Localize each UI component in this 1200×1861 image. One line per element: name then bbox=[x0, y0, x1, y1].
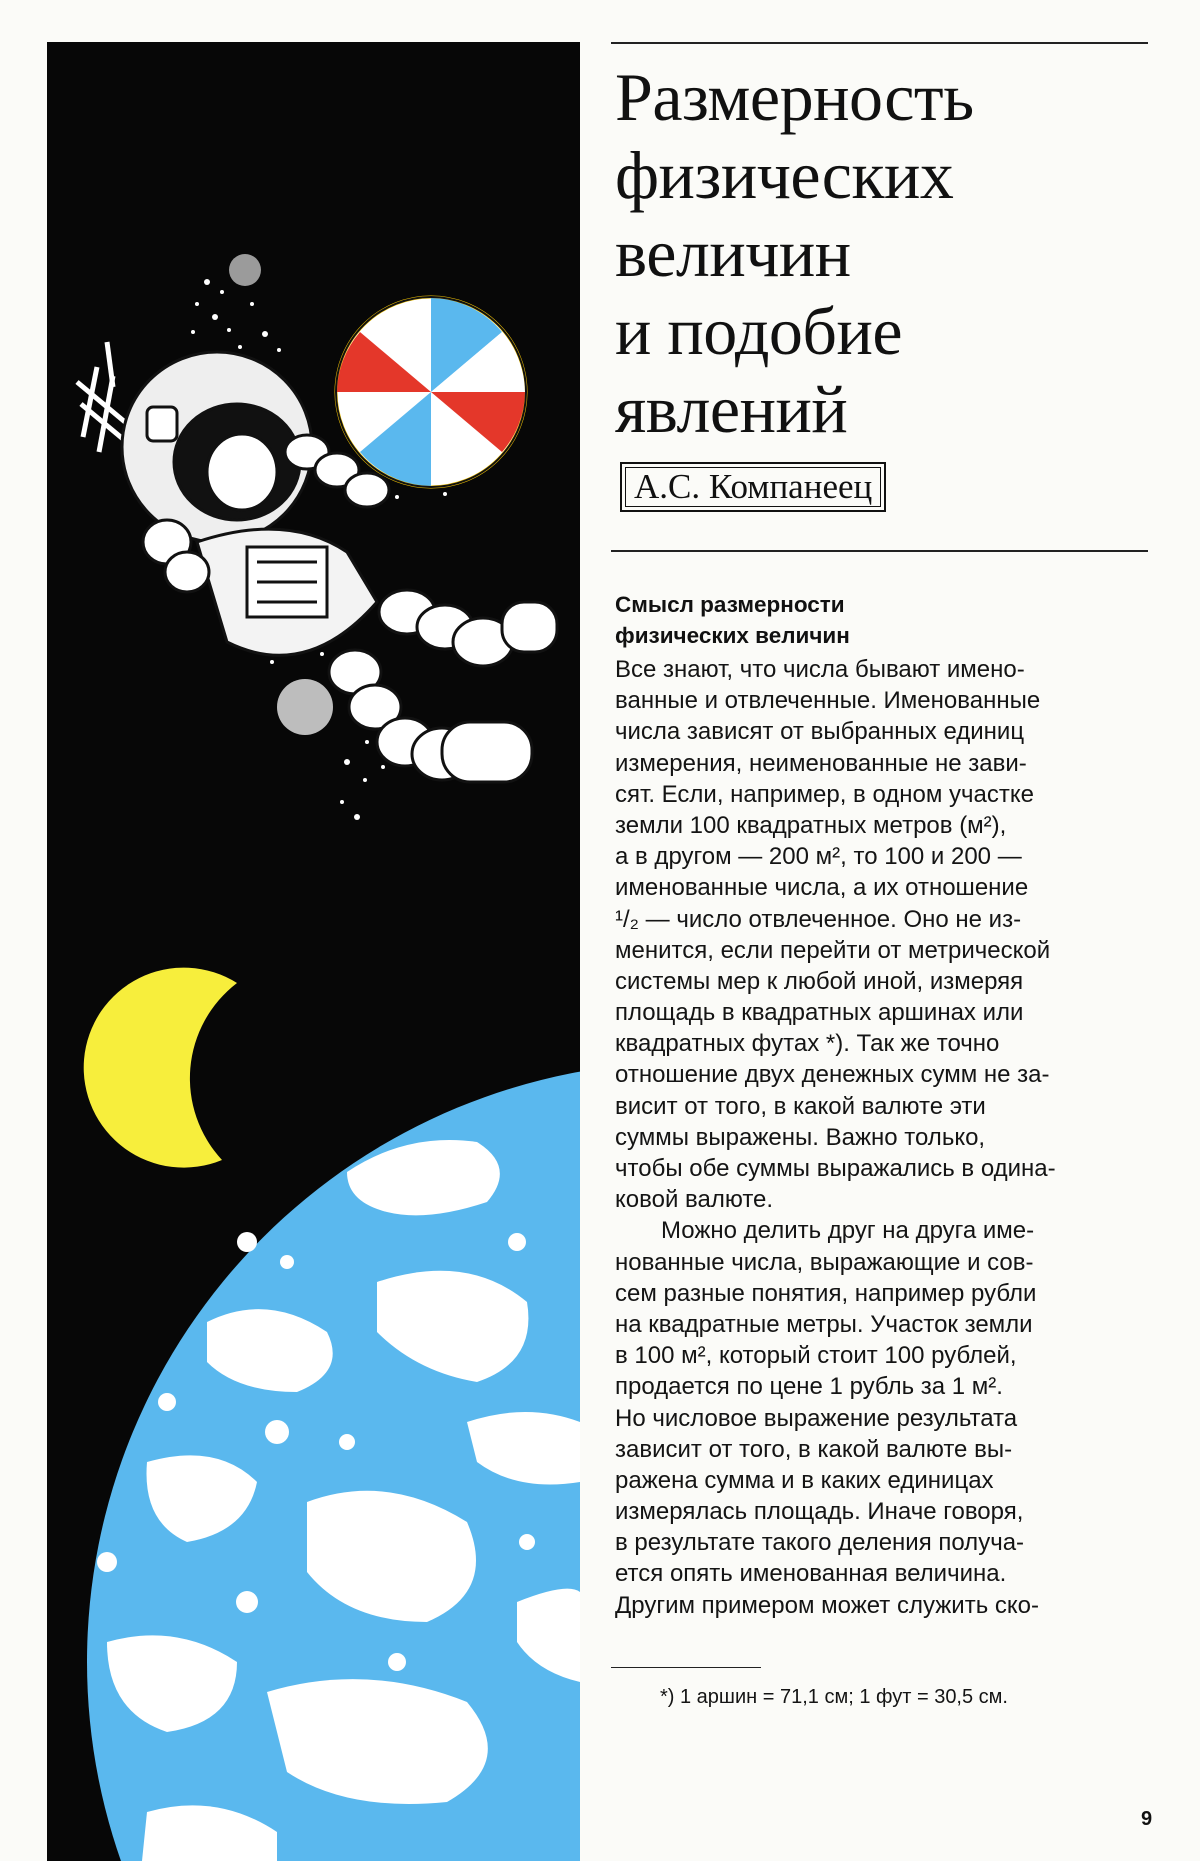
article-title bbox=[615, 58, 1155, 448]
text-line: в 100 м², который стоит 100 рублей, bbox=[615, 1342, 1017, 1370]
crescent-moon bbox=[84, 968, 237, 1168]
section-rule bbox=[611, 550, 1148, 552]
astronaut-moon-earth-art bbox=[47, 42, 580, 1861]
title-line: и подобие bbox=[615, 293, 903, 369]
footnote: *) 1 аршин = 71,1 см; 1 фут = 30,5 см. bbox=[660, 1686, 1008, 1708]
title-line: величин bbox=[615, 215, 851, 291]
text-line: висит от того, в какой валюте эти bbox=[615, 1092, 986, 1120]
text-line: зависит от того, в какой валюте вы- bbox=[615, 1435, 1013, 1463]
text-line: Можно делить друг на друга име- bbox=[661, 1217, 1035, 1245]
text-line: продается по цене 1 рубль за 1 м². bbox=[615, 1373, 1003, 1401]
page-number: 9 bbox=[1141, 1808, 1153, 1830]
text-line: ражена сумма и в каких единицах bbox=[615, 1466, 994, 1494]
title-line: явлений bbox=[615, 371, 848, 447]
text-line: измерения, неименованные не зави- bbox=[615, 749, 1027, 777]
text-line: именованные числа, а их отношение bbox=[615, 874, 1029, 902]
small-planet bbox=[229, 254, 261, 286]
text-line: земли 100 квадратных метров (м²), bbox=[615, 811, 1007, 839]
text-line: сят. Если, например, в одном участке bbox=[615, 780, 1035, 808]
small-planet bbox=[277, 679, 333, 735]
section-heading-line: Смысл размерности bbox=[615, 592, 845, 617]
title-line: физических bbox=[615, 137, 954, 213]
text-line: в результате такого деления получа- bbox=[615, 1529, 1025, 1557]
text-line: Все знают, что числа бывают имено- bbox=[615, 656, 1025, 683]
text-line: отношение двух денежных сумм не за- bbox=[615, 1061, 1050, 1089]
top-rule bbox=[611, 42, 1148, 44]
text-line: ¹/₂ — число отвлеченное. Оно не из- bbox=[615, 905, 1022, 933]
text-line: квадратных футах *). Так же точно bbox=[615, 1030, 1000, 1058]
earth bbox=[87, 1062, 580, 1861]
section-heading bbox=[615, 589, 1085, 651]
striped-ball bbox=[336, 297, 526, 487]
section-heading-line: физических величин bbox=[615, 623, 850, 648]
text-line: ванные и отвлеченные. Именованные bbox=[615, 687, 1041, 715]
text-line: на квадратные метры. Участок земли bbox=[615, 1310, 1033, 1338]
title-line: Размерность bbox=[615, 59, 974, 135]
text-line: нованные числа, выражающие и сов- bbox=[615, 1248, 1034, 1276]
text-line: системы мер к любой иной, измеряя bbox=[615, 967, 1024, 995]
text-line: ковой валюте. bbox=[615, 1186, 774, 1214]
article-body bbox=[615, 654, 1150, 1621]
space-illustration bbox=[47, 42, 580, 1861]
text-line: сем разные понятия, например рубли bbox=[615, 1279, 1037, 1307]
text-line: менится, если перейти от метрической bbox=[615, 936, 1051, 964]
text-line: суммы выражены. Важно только, bbox=[615, 1123, 986, 1151]
text-line: числа зависят от выбранных единиц bbox=[615, 718, 1025, 746]
footnote-rule bbox=[611, 1667, 761, 1668]
author-box: А.С. Компанеец bbox=[620, 462, 886, 512]
text-line: площадь в квадратных аршинах или bbox=[615, 999, 1024, 1027]
text-line: Другим примером может служить ско- bbox=[615, 1591, 1039, 1619]
text-line: ется опять именованная величина. bbox=[615, 1560, 1007, 1588]
text-line: чтобы обе суммы выражались в одина- bbox=[615, 1155, 1056, 1182]
text-line: измерялась площадь. Иначе говоря, bbox=[615, 1498, 1024, 1526]
text-line: Но числовое выражение результата bbox=[615, 1404, 1018, 1432]
text-line: а в другом — 200 м², то 100 и 200 — bbox=[615, 843, 1022, 871]
